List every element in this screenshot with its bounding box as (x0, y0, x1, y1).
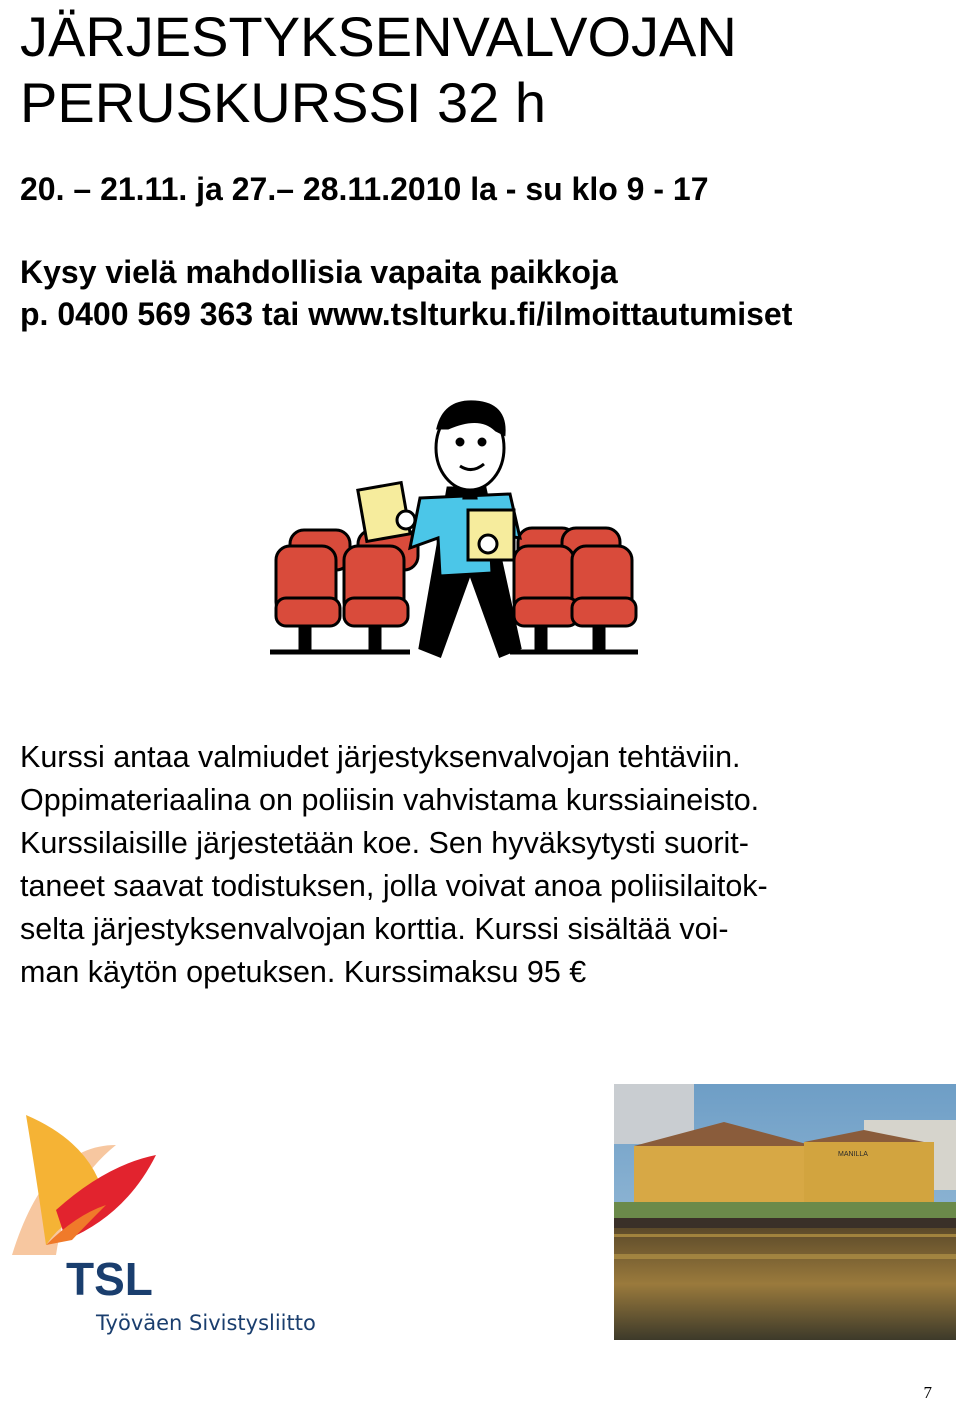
description-line: Kurssi antaa valmiudet järjestyksenvalvojan tehtäviin. (20, 740, 741, 774)
description-line: Oppimateriaalina on poliisin vahvistama kurssiaineisto. (20, 783, 760, 817)
building-photo (614, 1084, 956, 1340)
description-line: Kurssilaisille järjestetään koe. Sen hyväksytysti suorit- (20, 826, 749, 860)
description-line: taneet saavat todistuksen, jolla voivat anoa poliisilaitok- (20, 869, 768, 903)
logo-name: Työväen Sivistysliitto (96, 1311, 316, 1335)
course-dates: 20. – 21.11. ja 27.– 28.11.2010 la - su klo 9 - 17 (20, 171, 709, 207)
logo-acronym: TSL (66, 1253, 153, 1305)
title-line-2: PERUSKURSSI 32 h (20, 71, 546, 134)
usher-clipart (270, 398, 640, 673)
contact-line-2: p. 0400 569 363 tai www.tslturku.fi/ilmoittautumiset (20, 296, 793, 332)
theater-seats-left (270, 530, 418, 652)
photo-sign: MANILLA (838, 1151, 868, 1158)
theater-seats-right (510, 528, 638, 652)
tsl-logo (6, 1105, 346, 1345)
description-line: man käytön opetuksen. Kurssimaksu 95 € (20, 955, 587, 989)
course-description (20, 736, 940, 994)
page-number: 7 (923, 1383, 932, 1402)
description-line: selta järjestyksenvalvojan korttia. Kurssi sisältää voi- (20, 912, 729, 946)
contact-line-1: Kysy vielä mahdollisia vapaita paikkoja (20, 254, 618, 290)
contact-info (20, 251, 792, 335)
page-title (20, 4, 737, 136)
title-line-1: JÄRJESTYKSENVALVOJAN (20, 5, 737, 68)
